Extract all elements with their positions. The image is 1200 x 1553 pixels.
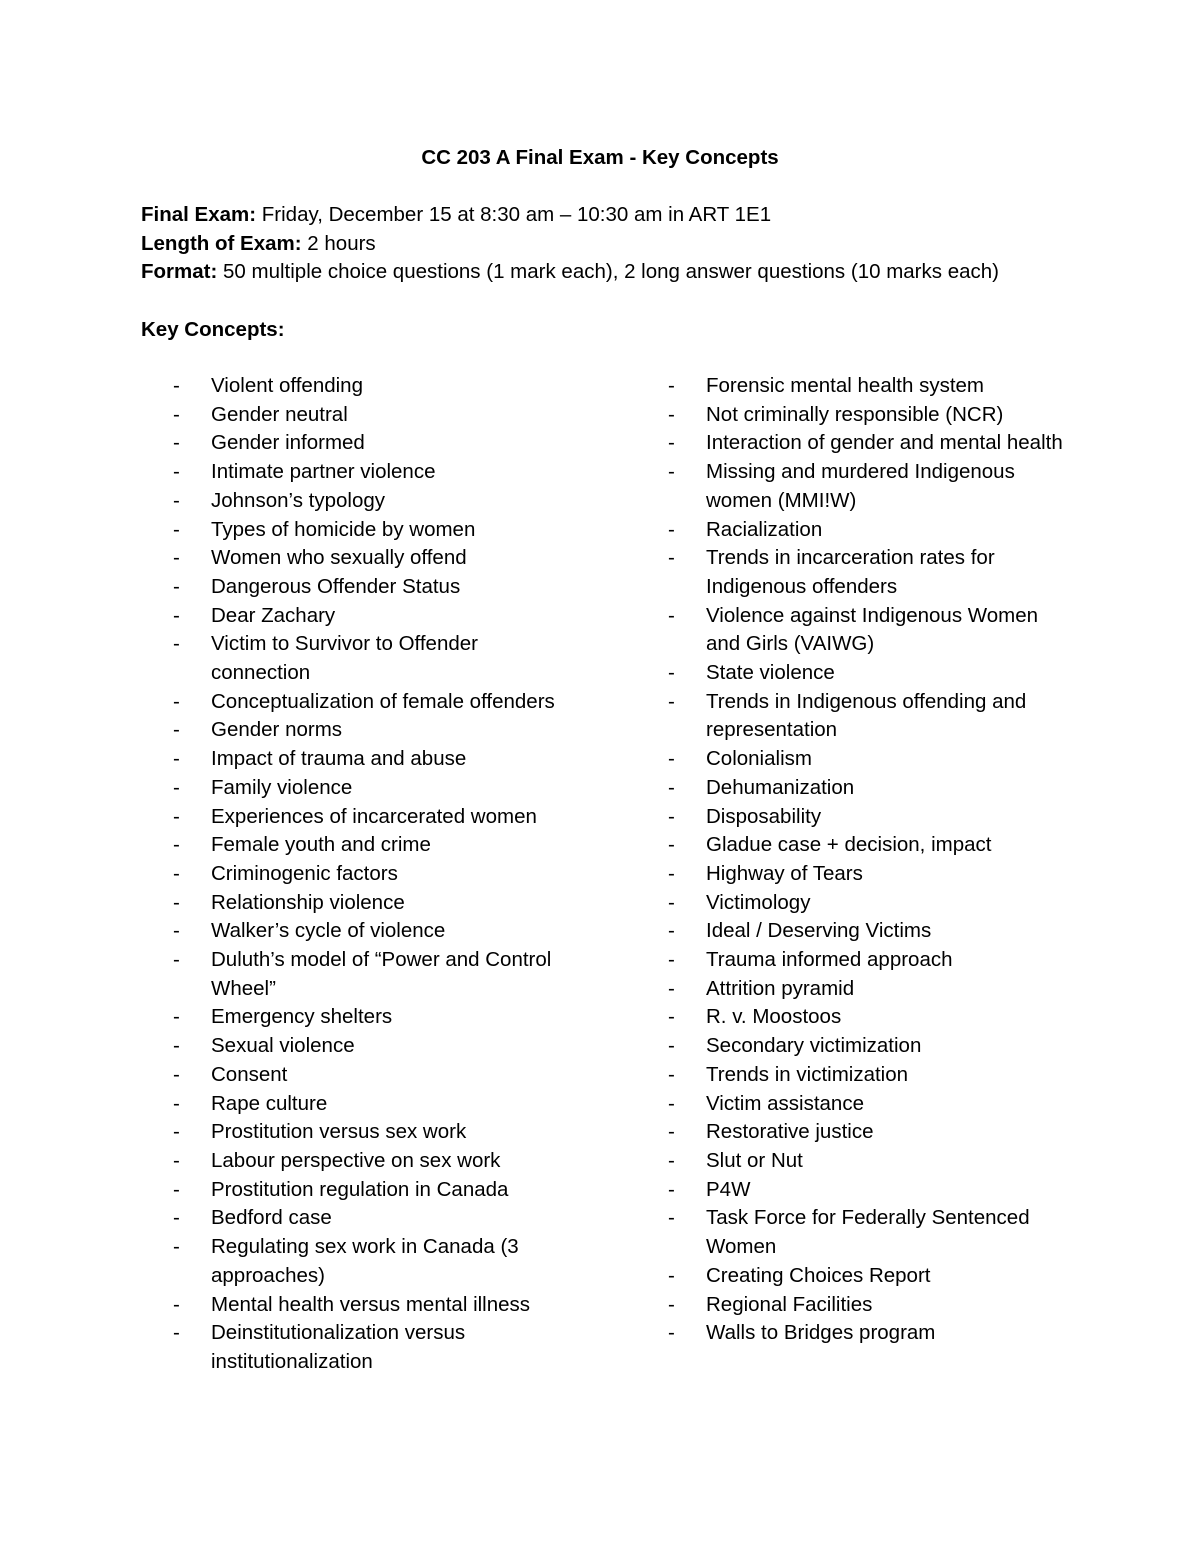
bullet-dash: - <box>668 402 675 426</box>
list-item <box>173 1032 571 1061</box>
list-item-text: Ideal / Deserving Victims <box>706 919 932 943</box>
list-item <box>668 372 1066 401</box>
bullet-dash: - <box>668 890 675 914</box>
list-item-text: Gender informed <box>211 431 365 455</box>
list-item-text: Task Force for Federally Sentenced Women <box>706 1206 1030 1259</box>
list-item-text: Experiences of incarcerated women <box>211 804 537 828</box>
bullet-dash: - <box>668 1148 675 1172</box>
list-item-text: Types of homicide by women <box>211 517 476 541</box>
bullet-dash: - <box>668 1177 675 1201</box>
bullet-dash: - <box>668 431 675 455</box>
list-item-text: Violence against Indigenous Women and Girls (VAIWG) <box>706 603 1039 656</box>
list-item-text: Emergency shelters <box>211 1005 393 1029</box>
list-item <box>668 458 1066 515</box>
list-item-text: Creating Choices Report <box>706 1263 931 1287</box>
list-item-text: Women who sexually offend <box>211 546 467 570</box>
bullet-dash: - <box>173 1005 180 1029</box>
list-item <box>173 917 571 946</box>
bullet-dash: - <box>668 1206 675 1230</box>
list-item <box>173 602 571 631</box>
list-item <box>173 1291 571 1320</box>
list-item <box>668 745 1066 774</box>
bullet-dash: - <box>668 1120 675 1144</box>
bullet-dash: - <box>173 747 180 771</box>
bullet-dash: - <box>668 1263 675 1287</box>
bullet-dash: - <box>173 431 180 455</box>
list-item <box>173 1233 571 1290</box>
bullet-dash: - <box>173 861 180 885</box>
bullet-dash: - <box>173 689 180 713</box>
list-item <box>173 1090 571 1119</box>
list-item <box>668 1204 1066 1261</box>
exam-format-value: 50 multiple choice questions (1 mark each), 2 long answer questions (10 marks each) <box>217 260 999 284</box>
list-item <box>668 401 1066 430</box>
list-item <box>668 659 1066 688</box>
list-item-text: Racialization <box>706 517 823 541</box>
exam-date-line <box>141 201 1121 230</box>
list-item <box>668 1061 1066 1090</box>
list-item-text: Rape culture <box>211 1091 328 1115</box>
list-item-text: Duluth’s model of “Power and Control Wheel” <box>211 948 552 1000</box>
list-item-text: Impact of trauma and abuse <box>211 747 467 771</box>
list-item <box>668 516 1066 545</box>
list-item <box>173 774 571 803</box>
list-item-text: Disposability <box>706 804 822 828</box>
list-item <box>173 544 571 573</box>
list-item <box>173 573 571 602</box>
list-item-text: Dear Zachary <box>211 603 336 627</box>
list-item-text: Consent <box>211 1062 288 1086</box>
exam-length-line <box>141 230 1121 259</box>
key-concepts-left-column <box>173 372 593 1377</box>
list-item-text: Female youth and crime <box>211 833 431 857</box>
list-item <box>668 1262 1066 1291</box>
list-item-text: Not criminally responsible (NCR) <box>706 402 1004 426</box>
list-item <box>173 803 571 832</box>
list-item <box>173 372 571 401</box>
list-item <box>173 831 571 860</box>
list-item-text: Walker’s cycle of violence <box>211 919 446 943</box>
list-item-text: Regional Facilities <box>706 1292 873 1316</box>
bullet-dash: - <box>668 546 675 570</box>
list-item-text: Highway of Tears <box>706 861 863 885</box>
bullet-dash: - <box>668 804 675 828</box>
bullet-dash: - <box>668 374 675 397</box>
list-item-text: Gender neutral <box>211 402 348 426</box>
bullet-dash: - <box>668 1091 675 1115</box>
list-item <box>173 1147 571 1176</box>
list-item <box>668 429 1066 458</box>
list-item-text: Dangerous Offender Status <box>211 574 461 598</box>
bullet-dash: - <box>668 948 675 972</box>
bullet-dash: - <box>173 1120 180 1144</box>
bullet-dash: - <box>173 402 180 426</box>
list-item <box>173 1176 571 1205</box>
list-item-text: Family violence <box>211 775 353 799</box>
list-item-text: Gender norms <box>211 718 343 742</box>
key-concepts-heading: Key Concepts: <box>141 318 285 341</box>
list-item-text: P4W <box>706 1177 751 1201</box>
list-item <box>173 688 571 717</box>
bullet-dash: - <box>173 546 180 570</box>
list-item <box>668 688 1066 745</box>
bullet-dash: - <box>668 976 675 1000</box>
exam-format-line <box>141 258 1121 287</box>
bullet-dash: - <box>173 1091 180 1115</box>
bullet-dash: - <box>668 1062 675 1086</box>
list-item <box>173 716 571 745</box>
bullet-dash: - <box>173 919 180 943</box>
list-item <box>668 860 1066 889</box>
list-item <box>668 1291 1066 1320</box>
list-item-text: Prostitution regulation in Canada <box>211 1177 509 1201</box>
list-item <box>173 1204 571 1233</box>
list-item-text: Interaction of gender and mental health <box>706 431 1063 455</box>
bullet-dash: - <box>173 1062 180 1086</box>
bullet-dash: - <box>173 1235 180 1259</box>
list-item <box>173 429 571 458</box>
bullet-dash: - <box>173 1148 180 1172</box>
list-item <box>668 889 1066 918</box>
list-item-text: Secondary victimization <box>706 1034 922 1058</box>
bullet-dash: - <box>173 1177 180 1201</box>
bullet-dash: - <box>668 861 675 885</box>
list-item-text: Labour perspective on sex work <box>211 1148 501 1172</box>
bullet-dash: - <box>173 1206 180 1230</box>
list-item-text: Dehumanization <box>706 775 855 799</box>
list-item <box>668 774 1066 803</box>
list-item <box>668 831 1066 860</box>
list-item <box>668 917 1066 946</box>
bullet-dash: - <box>173 374 180 397</box>
exam-date-value: Friday, December 15 at 8:30 am – 10:30 am in ART 1E1 <box>256 203 772 226</box>
bullet-dash: - <box>173 775 180 799</box>
exam-length-label: Length of Exam: <box>141 231 302 255</box>
bullet-dash: - <box>668 1034 675 1058</box>
list-item-text: Gladue case + decision, impact <box>706 833 992 857</box>
bullet-dash: - <box>173 948 180 972</box>
list-item <box>173 946 571 1003</box>
list-item-text: Deinstitutionalization versus institutionalization <box>211 1321 466 1373</box>
bullet-dash: - <box>173 488 180 512</box>
list-item <box>173 516 571 545</box>
exam-info <box>141 201 1121 287</box>
list-item <box>173 860 571 889</box>
list-item <box>173 458 571 487</box>
bullet-dash: - <box>668 460 675 484</box>
bullet-dash: - <box>668 1321 675 1345</box>
bullet-dash: - <box>668 689 675 713</box>
key-concepts-right-column <box>668 372 1088 1348</box>
list-item-text: Victimology <box>706 890 811 914</box>
list-item-text: Attrition pyramid <box>706 976 855 1000</box>
bullet-dash: - <box>668 747 675 771</box>
bullet-dash: - <box>668 1005 675 1029</box>
bullet-dash: - <box>668 833 675 857</box>
list-item <box>173 630 571 687</box>
bullet-dash: - <box>668 1292 675 1316</box>
list-item-text: Colonialism <box>706 747 812 771</box>
list-item <box>173 1061 571 1090</box>
list-item-text: Walls to Bridges program <box>706 1321 936 1345</box>
document-title: CC 203 A Final Exam - Key Concepts <box>421 146 779 169</box>
bullet-dash: - <box>173 574 180 598</box>
list-item <box>668 1319 1066 1348</box>
list-item <box>668 1147 1066 1176</box>
list-item <box>173 1319 571 1376</box>
bullet-dash: - <box>668 603 675 627</box>
list-item <box>173 889 571 918</box>
list-item-text: Slut or Nut <box>706 1148 803 1172</box>
bullet-dash: - <box>173 460 180 484</box>
bullet-dash: - <box>668 517 675 541</box>
list-item-text: Forensic mental health system <box>706 374 985 397</box>
list-item-text: Victim assistance <box>706 1091 864 1115</box>
exam-length-value: 2 hours <box>301 231 376 255</box>
list-item <box>668 1003 1066 1032</box>
list-item-text: Relationship violence <box>211 890 405 914</box>
bullet-dash: - <box>173 1292 180 1316</box>
bullet-dash: - <box>173 833 180 857</box>
list-item-text: R. v. Moostoos <box>706 1005 842 1029</box>
list-item-text: Trends in victimization <box>706 1062 909 1086</box>
list-item <box>668 1176 1066 1205</box>
list-item <box>668 1032 1066 1061</box>
list-item <box>173 401 571 430</box>
exam-format-label: Format: <box>141 260 218 284</box>
bullet-dash: - <box>668 661 675 685</box>
list-item-text: Trends in Indigenous offending and representation <box>706 689 1027 742</box>
list-item <box>173 1003 571 1032</box>
list-item <box>173 745 571 774</box>
bullet-dash: - <box>668 919 675 943</box>
list-item-text: Restorative justice <box>706 1120 874 1144</box>
exam-date-label: Final Exam: <box>141 203 257 226</box>
list-item-text: Intimate partner violence <box>211 460 436 484</box>
list-item-text: Criminogenic factors <box>211 861 398 885</box>
list-item <box>668 975 1066 1004</box>
list-item-text: Violent offending <box>211 374 363 397</box>
list-item <box>668 1118 1066 1147</box>
bullet-dash: - <box>173 890 180 914</box>
list-item-text: Prostitution versus sex work <box>211 1120 467 1144</box>
bullet-dash: - <box>173 517 180 541</box>
list-item-text: Regulating sex work in Canada (3 approaches) <box>211 1235 519 1287</box>
list-item-text: Mental health versus mental illness <box>211 1292 531 1316</box>
list-item <box>668 544 1066 601</box>
list-item <box>173 1118 571 1147</box>
bullet-dash: - <box>173 1034 180 1058</box>
list-item <box>668 803 1066 832</box>
bullet-dash: - <box>173 603 180 627</box>
bullet-dash: - <box>173 718 180 742</box>
list-item-text: State violence <box>706 661 835 685</box>
list-item <box>668 946 1066 975</box>
list-item-text: Trends in incarceration rates for Indigenous offenders <box>706 546 995 598</box>
list-item <box>173 487 571 516</box>
bullet-dash: - <box>173 632 180 656</box>
list-item <box>668 1090 1066 1119</box>
bullet-dash: - <box>173 1321 180 1345</box>
list-item <box>668 602 1066 659</box>
list-item-text: Sexual violence <box>211 1034 355 1058</box>
list-item-text: Trauma informed approach <box>706 948 953 972</box>
bullet-dash: - <box>173 804 180 828</box>
list-item-text: Missing and murdered Indigenous women (MMI!W) <box>706 460 1015 512</box>
list-item-text: Conceptualization of female offenders <box>211 689 555 713</box>
list-item-text: Johnson’s typology <box>211 488 385 512</box>
list-item-text: Victim to Survivor to Offender connection <box>211 632 478 685</box>
bullet-dash: - <box>668 775 675 799</box>
list-item-text: Bedford case <box>211 1206 332 1230</box>
